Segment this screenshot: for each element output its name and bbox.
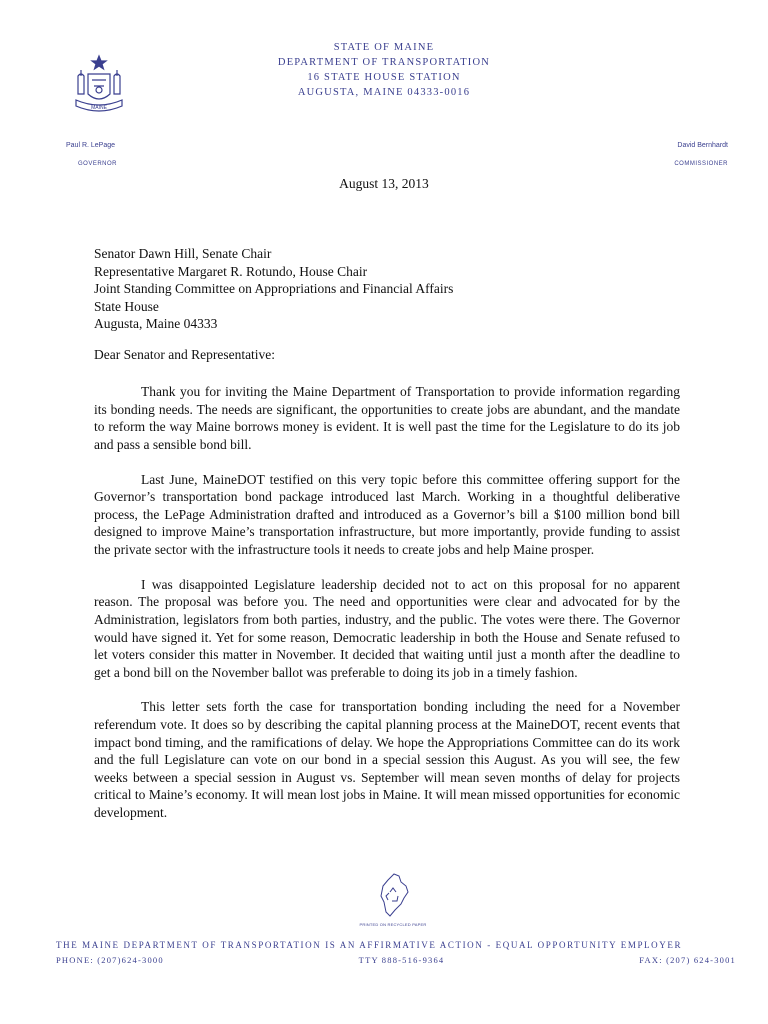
body-paragraph: Thank you for inviting the Maine Department of Transportation to provide information regarding its bonding needs. The needs are significant, the opportunities to create jobs are abundant, and the mandate to reform the way Maine borrows money is evident. It is well past the time for the Legislature to do its job and pass a sensible bond bill. [94, 384, 680, 452]
state-seal-icon [68, 54, 130, 120]
body-paragraph: I was disappointed Legislature leadership decided not to act on this proposal for no apparent reason. The proposal was before you. The need and opportunities were clear and advocated for by the Administration, legislators from both parties, industry, and the public. The votes were there. The Governor would have signed it. Yet for some reason, Democratic leadership in both the House and Senate refused to let voters consider this matter in November. It decided that waiting until just a month after the deadline to get a bond bill on the November ballot was preferable to doing its job in a timely fashion. [94, 576, 680, 680]
address-line: State House [94, 298, 159, 314]
letter-date: August 13, 2013 [339, 176, 429, 191]
address-line: Augusta, Maine 04333 [94, 316, 218, 331]
letterhead-station: 16 STATE HOUSE STATION [307, 72, 461, 83]
letter-body [94, 383, 680, 839]
footer-fax: FAX: (207) 624-3001 [639, 955, 736, 965]
footer-statement: THE MAINE DEPARTMENT OF TRANSPORTATION IS AN AFFIRMATIVE ACTION - EQUAL OPPORTUNITY EMPLOYER [56, 940, 683, 950]
seal-text: MAINE [91, 105, 107, 111]
body-paragraph: This letter sets forth the case for transportation bonding including the need for a November referendum vote. It does so by describing the capital planning process at the MaineDOT, recent events that impact bond timing, and the ramifications of delay. We hope the Appropriations Committee can do its work and the full Legislature can vote on our bond in a special session this August. As you will see, the few weeks between a special session in August vs. September will mean seven months of delay for projects critical to Maine’s economy. It will mean lost jobs in Maine. It will mean missed opportunities for economic development. [94, 699, 680, 821]
governor-block [66, 137, 117, 173]
footer-phone: PHONE: (207)624-3000 [56, 955, 164, 965]
letterhead-city: AUGUSTA, MAINE 04333-0016 [297, 87, 471, 98]
recycle-caption: PRINTED ON RECYCLED PAPER [359, 922, 427, 927]
address-line: Joint Standing Committee on Appropriations and Financial Affairs [94, 281, 454, 296]
letterhead-state: STATE OF MAINE [333, 42, 435, 53]
address-line: Representative Margaret R. Rotundo, House Chair [94, 263, 368, 279]
body-paragraph: Last June, MaineDOT testified on this very topic before this committee offering support for the Governor’s transportation bond package introduced last March. Working in a thoughtful deliberative process, the LePage Administration drafted and introduced as a Governor’s bill a $100 million bond bill designed to improve Maine’s transportation infrastructure, but more importantly, provide funding to assist the private sector with the infrastructure tools it needs to create jobs and help Maine prosper. [94, 471, 680, 557]
address-block [94, 245, 453, 333]
governor-title: GOVERNOR [78, 161, 118, 167]
footer-contacts [56, 955, 736, 965]
footer-tty: TTY 888-516-9364 [358, 955, 445, 965]
governor-name: Paul R. LePage [66, 142, 116, 149]
salutation: Dear Senator and Representative: [94, 347, 276, 362]
commissioner-name: David Bernhardt [677, 142, 728, 149]
recycle-map-icon [368, 872, 418, 918]
letterhead-department: DEPARTMENT OF TRANSPORTATION [277, 57, 491, 68]
address-line: Senator Dawn Hill, Senate Chair [94, 246, 272, 261]
commissioner-title: COMMISSIONER [674, 161, 728, 167]
commissioner-block [674, 137, 728, 173]
